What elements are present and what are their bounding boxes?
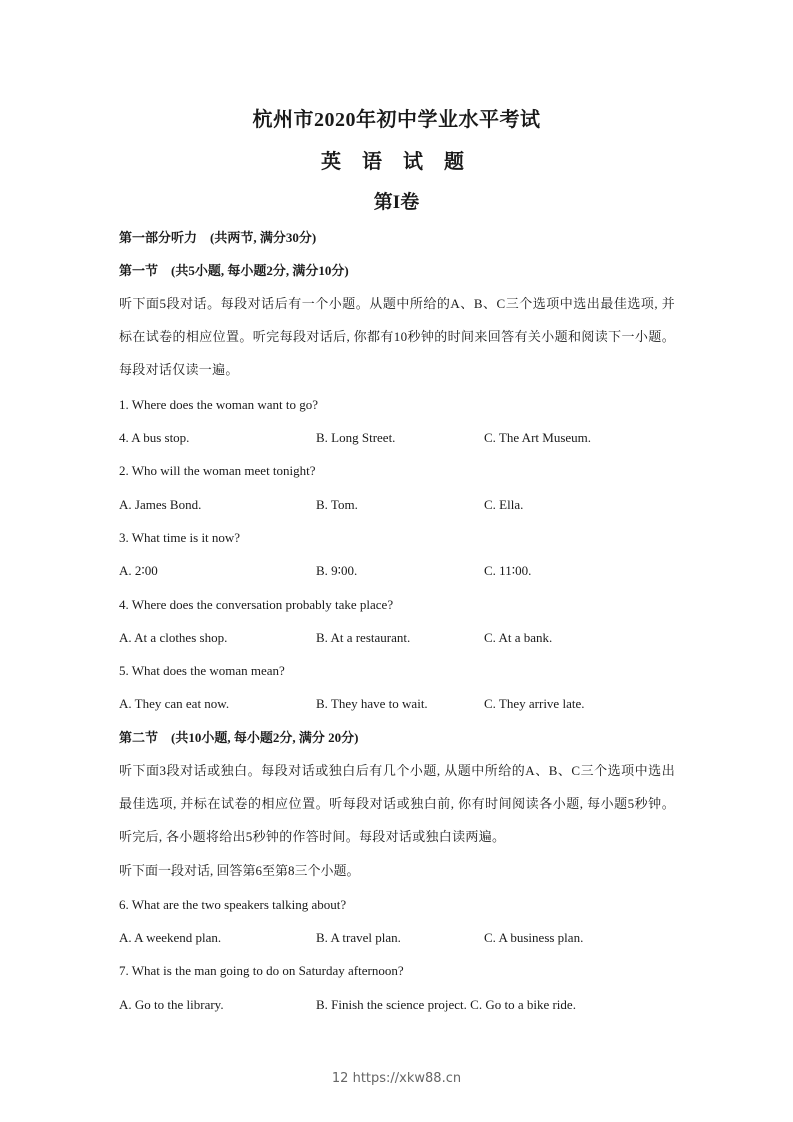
option-c: C. They arrive late. (484, 696, 585, 711)
option-b: B. Tom. (316, 497, 358, 512)
option-a: A. 2∶00 (119, 563, 158, 578)
question-stem: 6. What are the two speakers talking about? (119, 897, 347, 912)
part1-heading: 第一部分听力 (共两节, 满分30分) (119, 230, 317, 245)
exam-subtitle: 英 语 试 题 (321, 151, 472, 173)
option-a: A. They can eat now. (119, 696, 230, 711)
option-c: C. The Art Museum. (484, 430, 592, 445)
option-b: B. 9∶00. (316, 563, 358, 578)
option-b: B. At a restaurant. (316, 630, 411, 645)
question-stem: 1. Where does the woman want to go? (119, 397, 319, 412)
question-stem: 3. What time is it now? (119, 530, 241, 545)
option-a: A. James Bond. (119, 497, 202, 512)
option-c: C. 11∶00. (484, 563, 532, 578)
section2-heading: 第二节 (共10小题, 每小题2分, 满分 20分) (119, 730, 359, 745)
section2-instructions: 听下面3段对话或独白。每段对话或独白后有几个小题, 从题中所给的A、B、C三个选项中选出最佳选项, 并标在试卷的相应位置。听每段对话或独白前, 你有时间阅读各小题, 每小题5秒钟。听完后, 各小题将给出5秒钟的作答时间。每段对话或独白读两遍。 (119, 763, 675, 844)
volume-label: 第I卷 (373, 192, 420, 213)
option-b: B. Finish the science project. C. Go to a bike ride. (316, 997, 576, 1012)
option-a: 4. A bus stop. (119, 430, 190, 445)
option-a: A. Go to the library. (119, 997, 224, 1012)
option-c: C. A business plan. (484, 930, 584, 945)
section1-instructions: 听下面5段对话。每段对话后有一个小题。从题中所给的A、B、C三个选项中选出最佳选项, 并标在试卷的相应位置。听完每段对话后, 你都有10秒钟的时间来回答有关小题和阅读下一小题。每段对话仅读一遍。 (119, 296, 675, 377)
question-stem: 2. Who will the woman meet tonight? (119, 463, 316, 478)
option-b: B. They have to wait. (316, 696, 428, 711)
question-stem: 7. What is the man going to do on Saturday afternoon? (119, 963, 404, 978)
option-b: B. A travel plan. (316, 930, 401, 945)
exam-title: 杭州市2020年初中学业水平考试 (252, 109, 541, 131)
page-footer: 12 https://xkw88.cn (331, 1071, 462, 1086)
option-a: A. At a clothes shop. (119, 630, 228, 645)
question-stem: 4. Where does the conversation probably take place? (119, 597, 394, 612)
section1-heading: 第一节 (共5小题, 每小题2分, 满分10分) (119, 263, 349, 278)
section2-intro: 听下面一段对话, 回答第6至第8三个小题。 (119, 863, 360, 878)
option-c: C. At a bank. (484, 630, 553, 645)
question-stem: 5. What does the woman mean? (119, 663, 285, 678)
option-b: B. Long Street. (316, 430, 396, 445)
option-a: A. A weekend plan. (119, 930, 222, 945)
option-c: C. Ella. (484, 497, 524, 512)
